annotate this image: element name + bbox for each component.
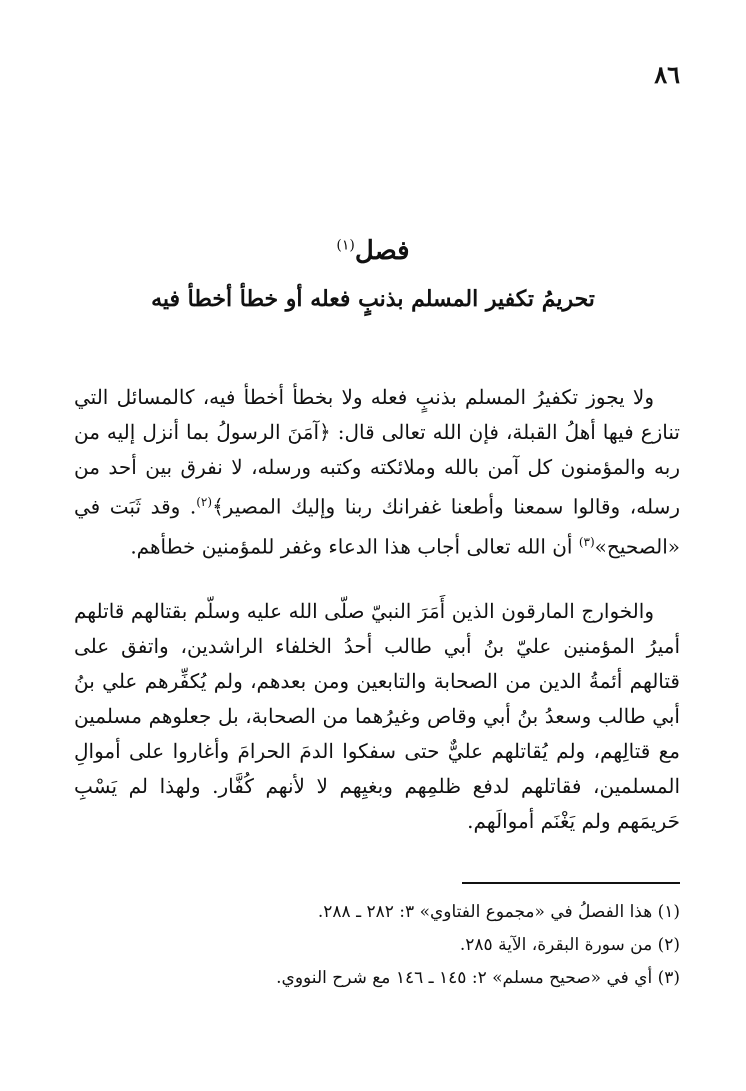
page-number: ٨٦ [654,60,680,89]
footnotes [80,896,680,995]
footnote-1: (١) هذا الفصلُ في «مجموع الفتاوي» ٣: ٢٨٢ ـ ٢٨٨. [317,902,680,922]
paragraph-1 [74,380,680,564]
footnote-divider [462,882,680,884]
footnote-ref-3: (٣) [578,534,595,549]
footnote-2: (٢) من سورة البقرة، الآية ٢٨٥. [459,935,680,955]
paragraph-1-part-b: . وقد ثَبَت في «الصحيح» [74,494,680,559]
section-subtitle: تحريمُ تكفير المسلم بذنبٍ فعله أو خطأ أخطأ فيه [151,286,595,312]
footnote-ref-2: (٢) [196,495,213,509]
section-heading-text: فصل [354,236,410,266]
paragraph-1-part-c: أن الله تعالى أجاب هذا الدعاء وغفر للمؤمنين خطأهم. [130,534,579,559]
section-heading [0,236,746,266]
paragraph-1-text [74,380,680,564]
paragraph-1-part-a: ولا يجوز تكفيرُ المسلم بذنبٍ فعله ولا بخطأ أخطأ فيه، كالمسائل التي تنازع فيها أهلُ القبلة، فإن الله تعالى قال: ﴿آمَنَ الرسولُ بما أنزل إليه من ربه والمؤمنون كل آمن بالله وملائكته وكتبه ورسله، لا نفرق بين أحد من رسله، وقالوا سمعنا وأطعنا غفرانك ربنا وإليك المصير﴾ [74,385,680,519]
section-heading-footnote-ref: (١) [336,237,355,254]
footnote-3: (٣) أي في «صحيح مسلم» ٢: ١٤٥ ـ ١٤٦ مع شرح النووي. [276,968,680,988]
paragraph-2-text: والخوارج المارقون الذين أَمَرَ النبيّ صلّى الله عليه وسلّم بقتالهم قاتلهم أميرُ المؤمنين عليّ بنُ أبي طالب أحدُ الخلفاء الراشدين، واتفق على قتالهم أئمةُ الدين من الصحابة والتابعين ومن بعدهم، ولم يُكفِّرهم علي بنُ أبي طالب وسعدُ بنُ أبي وقاص وغيرُهما من الصحابة، بل جعلوهم مسلمين مع قتالِهم، ولم يُقاتلهم عليٌّ حتى سفكوا الدمَ الحرامَ وأغاروا على أموالِ المسلمين، فقاتلهم لدفع ظلمِهم وبغيِهم لا لأنهم كُفَّار. ولهذا لم يَسْبِ حَريمَهم ولم يَغْنَم أموالَهم. [74,599,680,833]
paragraph-2 [74,594,680,839]
